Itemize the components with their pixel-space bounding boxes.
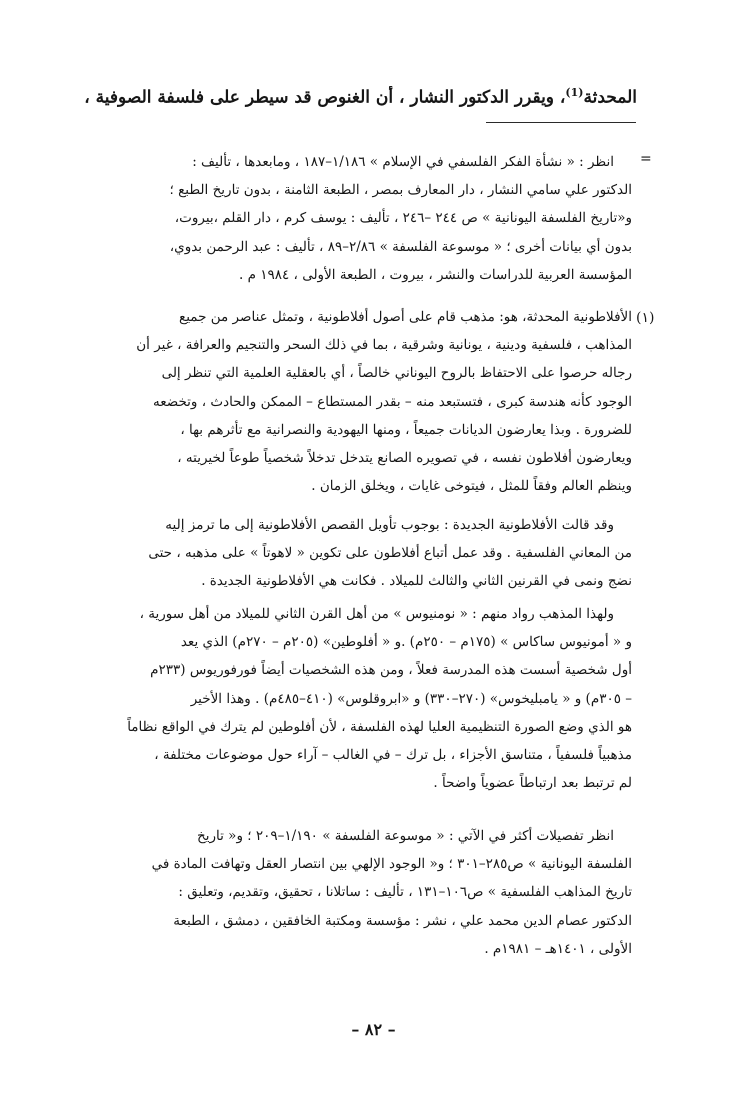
footnote-line: رجاله حرصوا على الاحتفاظ بالروح اليوناني خالصاً ، أي بالعقلية العلمية التي تنظر إلى — [161, 365, 632, 382]
footnote-line: مذهبياً فلسفياً ، متناسق الأجزاء ، بل ترك – في الغالب – آراء حول موضوعات مختلفة ، — [154, 746, 632, 763]
footnote-line: ولهذا المذهب رواد منهم : « نومنيوس » من أهل القرن الثاني للميلاد من أهل سورية ، — [139, 606, 614, 622]
footnote-line: الأفلاطونية المحدثة، هو: مذهب قام على أصول أفلاطونية ، وتمثل عناصر من جميع — [179, 309, 632, 325]
footnote-line: المؤسسة العربية للدراسات والنشر ، بيروت ، الطبعة الأولى ، ١٩٨٤ م . — [239, 266, 632, 283]
page-number: – ٨٢ – — [351, 1020, 396, 1039]
footnote-line: و«تاريخ الفلسفة اليونانية » ص ٢٤٤ –٢٤٦ ، تأليف : يوسف كرم ، دار القلم ،بيروت، — [174, 210, 632, 227]
footnote-1-paragraph-4 — [107, 822, 632, 963]
footnote-line: الوجود كأنه هندسة كبرى ، فتستبعد منه – بقدر المستطاع – الممكن والحادث ، وتخضعه — [152, 393, 632, 410]
footnote-1-paragraph-3 — [107, 600, 632, 797]
footnote-1-paragraph-2 — [107, 511, 632, 596]
continued-footnote — [107, 148, 632, 289]
footnote-line: للضرورة . وبذا يعارضون الديانات جميعاً ، ومنها اليهودية والنصرانية مع تأثرهم بها ، — [180, 421, 632, 438]
footnote-line: الدكتور عصام الدين محمد علي ، نشر : مؤسسة ومكتبة الخافقين ، دمشق ، الطبعة — [173, 912, 632, 929]
footnote-line: انظر تفصيلات أكثر في الآتي : « موسوعة الفلسفة » ١/١٩٠–٢٠٩ ؛ و« تاريخ — [197, 828, 614, 844]
footnote-line: هو الذي وضع الصورة التنظيمية العليا لهذه الفلسفة ، لأن أفلوطين لم يترك في الواقع نظاماً — [127, 718, 632, 735]
footnote-line: وينظم العالم وفقاً للمثل ، فيتوخى غايات ، ويخلق الزمان . — [311, 478, 632, 495]
footnote-line: بدون أي بيانات أخرى ؛ « موسوعة الفلسفة » ٢/٨٦–٨٩ ، تأليف : عبد الرحمن بدوي، — [169, 238, 632, 255]
footnote-line: – ٣٠٥م) و « يامبليخوس» (٢٧٠–٣٣٠) و «ابروقلوس» (٤١٠–٤٨٥م) . وهذا الأخير — [190, 690, 632, 707]
footnote-line: و « أمونيوس ساكاس » (١٧٥م – ٢٥٠م) .و « أفلوطين» (٢٠٥م – ٢٧٠م) الذي يعد — [180, 634, 632, 651]
footnote-reference-marker: (1) — [565, 86, 584, 99]
main-text-line — [77, 86, 637, 108]
footnote-line: الفلسفة اليونانية » ص٢٨٥–٣٠١ ؛ و« الوجود الإلهي بين انتصار العقل وتهافت المادة في — [151, 856, 632, 873]
footnote-line: من المعاني الفلسفية . وقد عمل أتباع أفلاطون على تكوين « لاهوتاً » على مذهبه ، حتى — [148, 545, 632, 562]
footnote-line: ويعارضون أفلاطون نفسه ، في تصويره الصانع يتدخل تدخلاً شخصياً طوعاً لخيريته ، — [177, 449, 632, 466]
footnote-line: نضج ونمى في القرنين الثاني والثالث للميلاد . فكانت هي الأفلاطونية الجديدة . — [201, 573, 632, 590]
footnote-line: أول شخصية أسست هذه المدرسة فعلاً ، ومن هذه الشخصيات أيضاً فورفوريوس (٢٣٣م — [150, 662, 632, 679]
footnote-line: تاريخ المذاهب الفلسفية » ص١٠٦–١٣١ ، تأليف : ساتلانا ، تحقيق، وتقديم، وتعليق : — [178, 884, 632, 901]
main-text-start: المحدثة — [583, 87, 637, 108]
footnote-1-paragraph-1 — [107, 303, 632, 500]
footnote-line: الدكتور علي سامي النشار ، دار المعارف بمصر ، الطبعة الثامنة ، بدون تاريخ الطبع ؛ — [169, 182, 632, 199]
footnote-line: الأولى ، ١٤٠١هـ – ١٩٨١م . — [484, 940, 632, 957]
footnote-line: لم ترتبط بعد ارتباطاً عضوياً واضحاً . — [433, 775, 632, 792]
footnote-line: المذاهب ، فلسفية ودينية ، يونانية وشرقية ، بما في ذلك السحر والتنجيم والعرافة ، غير أن — [136, 337, 632, 354]
main-text-continuation: ، ويقرر الدكتور النشار ، أن الغنوص قد سيطر على فلسفة الصوفية ، — [84, 87, 566, 108]
footnote-line: انظر : « نشأة الفكر الفلسفي في الإسلام » ١/١٨٦–١٨٧ ، ومابعدها ، تأليف : — [192, 154, 614, 170]
footnote-line: وقد قالت الأفلاطونية الجديدة : بوجوب تأويل القصص الأفلاطونية إلى ما ترمز إليه — [165, 517, 614, 533]
footnote-number: (١) — [636, 310, 655, 326]
continued-footnote-marker: = — [640, 151, 652, 167]
footnote-separator-line — [486, 122, 636, 123]
